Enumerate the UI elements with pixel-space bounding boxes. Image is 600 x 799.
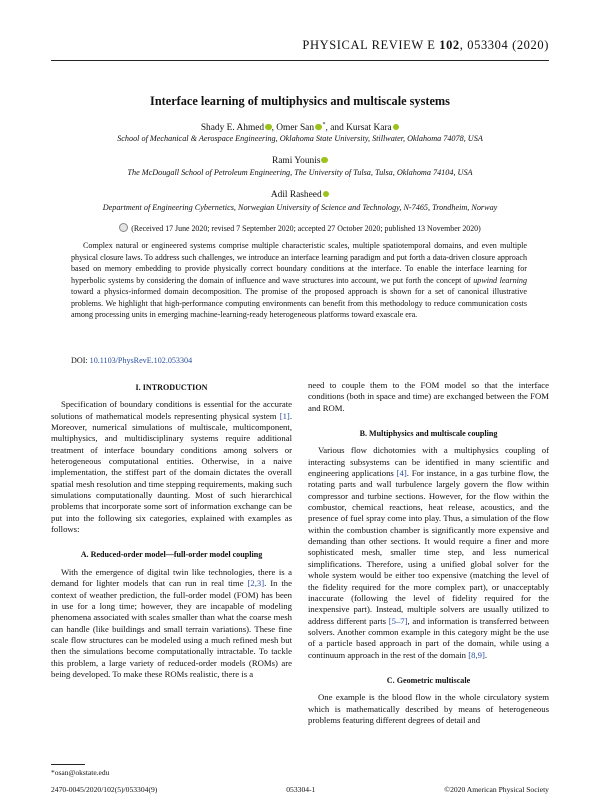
section-heading-introduction: I. INTRODUCTION bbox=[135, 383, 208, 392]
subsection-heading-b: B. Multiphysics and multiscale coupling bbox=[359, 429, 498, 439]
multiphysics-text-4: . bbox=[484, 649, 488, 660]
orcid-icon[interactable] bbox=[393, 124, 400, 131]
orcid-icon[interactable] bbox=[323, 191, 330, 198]
continued-paragraph: need to couple them to the FOM model so that the interface conditions (both in space and time) are exchanged between the FOM and ROM. bbox=[308, 380, 549, 413]
citation-link[interactable]: [4] bbox=[396, 468, 407, 479]
received-dates bbox=[0, 223, 600, 233]
multiphysics-text-1: Various flow dichotomies with a multiphysics coupling of interacting subsystems can be identified in many scientific and engineering applications bbox=[308, 445, 549, 479]
citation-link[interactable]: [5–7] bbox=[388, 615, 408, 626]
multiphysics-paragraph bbox=[308, 445, 549, 661]
right-column bbox=[308, 380, 549, 726]
journal-name: PHYSICAL REVIEW E bbox=[302, 38, 440, 52]
author-line-3 bbox=[0, 190, 600, 200]
affiliation-3: Department of Engineering Cybernetics, Norwegian University of Science and Technology, N-7465, Trondheim, Norway bbox=[102, 203, 498, 212]
intro-text-1: Specification of boundary conditions is essential for the accurate solutions of mathematical models representing physical system bbox=[51, 399, 292, 421]
abstract-text-2: toward a physics-informed domain decomposition. The promise of the proposed approach is shown for a set of canonical illustrative problems. We highlight that high-performance computing environments can benefit from this methodology to reduce communication costs among processing units in emerging machine-learning-ready heterogeneous platforms toward exascale era. bbox=[71, 287, 527, 319]
intro-paragraph bbox=[51, 399, 292, 535]
journal-volume: 102 bbox=[439, 38, 460, 52]
author-san: , Omer San bbox=[271, 123, 315, 133]
doi-link[interactable]: 10.1103/PhysRevE.102.053304 bbox=[89, 356, 193, 365]
paper-title: Interface learning of multiphysics and multiscale systems bbox=[150, 94, 450, 108]
rom-text-2: . In the context of weather prediction, the full-order model (FOM) has been in use for a long time; however, they are incapable of modeling phenomena associated with scales smaller than what the coarse mesh can handle (like buildings and small terrain variations). These fine scale flow structures can be modeled using a much refined mesh but then the simulations become computationally intractable. To tackle this problem, a large variety of reduced-order models (ROMs) are being developed. To make these ROMs realistic, there is a bbox=[51, 578, 292, 679]
orcid-icon[interactable] bbox=[321, 157, 328, 164]
header-rule bbox=[51, 60, 549, 61]
author-younis: Rami Younis bbox=[272, 156, 321, 166]
citation-link[interactable]: [8,9] bbox=[468, 649, 485, 660]
author-ahmed: Shady E. Ahmed bbox=[200, 123, 265, 133]
footer-page-number: 053304-1 bbox=[286, 785, 316, 794]
intro-text-2: . Moreover, numerical simulations of multiscale, multicomponent, multiphysics, and multidisciplinary systems require additional treatment of interface boundary conditions among solvers or heterogeneous computational entities. Otherwise, in a naive implementation, the stiffest part of the domain dictates the overall spatial mesh resolution and time stepping requirements, making such simulations computationally daunting. Most of such hierarchical problems that incorporate some sort of information exchange can be put into the following six categories, explained with examples as follows: bbox=[51, 410, 292, 535]
corresponding-star: * bbox=[322, 122, 326, 128]
doi-line bbox=[71, 356, 192, 365]
author-line-2 bbox=[0, 156, 600, 166]
abstract-emphasis: upwind learning bbox=[473, 275, 527, 285]
abstract bbox=[71, 240, 527, 321]
doi-label: DOI: bbox=[71, 356, 90, 365]
journal-header bbox=[0, 38, 549, 53]
geometric-paragraph: One example is the blood flow in the whole circulatory system which is mathematically described by means of heterogeneous problems featuring different degrees of detail and bbox=[308, 692, 549, 725]
subsection-heading-c: C. Geometric multiscale bbox=[386, 675, 471, 685]
orcid-icon[interactable] bbox=[315, 124, 322, 131]
rom-paragraph bbox=[51, 567, 292, 680]
footer-issn: 2470-0045/2020/102(5)/053304(9) bbox=[51, 785, 158, 794]
multiphysics-text-3: , and information is transferred between solvers. Another common example in this category might be the use of a particle based approach in part of the domain, while using a continuum approach in the rest of the domain bbox=[308, 615, 549, 660]
received-text: (Received 17 June 2020; revised 7 September 2020; accepted 27 October 2020; published 13 November 2020) bbox=[131, 224, 481, 233]
abstract-text-1: Complex natural or engineered systems comprise multiple characteristic scales, multiple spatiotemporal domains, and even multiple physical closure laws. To address such challenges, we introduce an interface learning paradigm and put forth a data-driven closure approach based on memory embedding to provide physically correct boundary conditions at the interface. To enable the interface learning for hyperbolic systems by considering the domain of influence and wave structures into account, we put forth the concept of bbox=[71, 241, 527, 285]
footnote-rule bbox=[51, 764, 85, 765]
multiphysics-text-2: . For instance, in a gas turbine flow, the rotating parts and wall turbulence largely govern the flow within compressor and turbine sections. However, for the flow within the combustor, chemical reactions, heat release, acoustics, and the presence of fuel spray come into play. Thus, a simulation of the flow within the combustion chamber is significantly more expensive and demanding than other sections. It would require a finer and more sophisticated mesh, smaller time step, and less numerical simplifications. Therefore, using a unified global solver for the whole system would be either too expensive (matching the level of the fidelity required for the more complex part), or unacceptably inaccurate (following the level of fidelity required for the inexpensive part). Instead, multiple solvers are usually utilized to address different parts bbox=[308, 468, 549, 626]
page-footer bbox=[51, 785, 549, 794]
affiliation-1: School of Mechanical & Aerospace Engineering, Oklahoma State University, Stillwater, Oklahoma 74078, USA bbox=[117, 134, 483, 143]
author-line-1 bbox=[0, 122, 600, 133]
rom-text-1: With the emergence of digital twin like technologies, there is a demand for lighter models that can run in real time bbox=[51, 566, 292, 589]
affiliation-2: The McDougall School of Petroleum Engineering, The University of Tulsa, Tulsa, Oklahoma 74104, USA bbox=[127, 168, 473, 177]
citation-link[interactable]: [2,3] bbox=[247, 578, 265, 589]
author-rasheed: Adil Rasheed bbox=[270, 190, 322, 200]
subsection-heading-a: A. Reduced-order model—full-order model coupling bbox=[80, 550, 263, 560]
author-kara: , and Kursat Kara bbox=[325, 123, 392, 133]
crossmark-icon[interactable] bbox=[119, 223, 128, 232]
citation-link[interactable]: [1] bbox=[279, 410, 290, 421]
left-column bbox=[51, 382, 292, 680]
journal-issue: , 053304 (2020) bbox=[459, 38, 549, 52]
footnote-email[interactable]: *osan@okstate.edu bbox=[51, 768, 110, 777]
footer-copyright: ©2020 American Physical Society bbox=[444, 785, 549, 794]
